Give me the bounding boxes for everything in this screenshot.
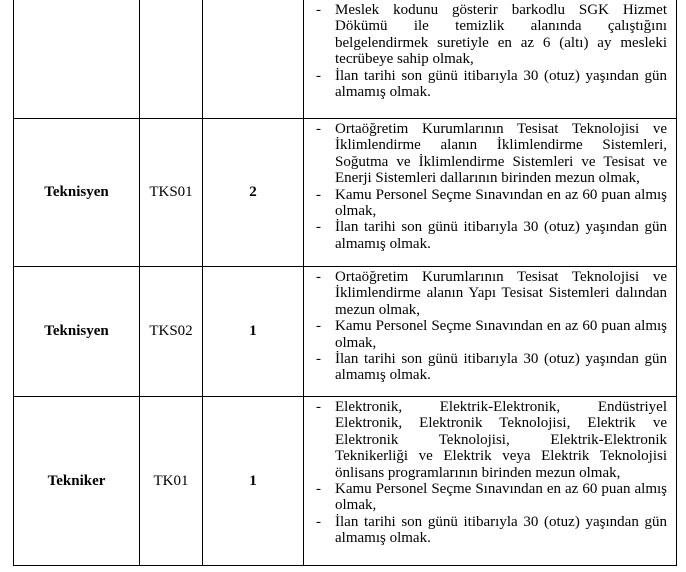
table-row [14,267,677,397]
requirement-item: - Kamu Personel Seçme Sınavından en az 60 puan almış olmak, [304,187,667,220]
position-code: TKS01 [140,119,203,267]
position-code [140,0,203,119]
requirement-item: - İlan tarihi son günü itibarıyla 30 (otuz) yaşından gün almamış olmak. [304,514,667,547]
requirements-list [304,267,667,384]
requirement-item: - Kamu Personel Seçme Sınavından en az 60 puan almış olmak, [304,481,667,514]
requirements-cell [304,119,677,267]
requirement-item: - Ortaöğretim Kurumlarının Tesisat Teknolojisi ve İklimlendirme alanın İklimlendirme Sistemleri, Soğutma ve İklimlendirme Sistemleri ve Tesisat ve Enerji Sistemleri dallarının birinden mezun olmak, [304,121,667,187]
position-count: 1 [203,267,304,397]
position-title: Teknisyen [14,267,140,397]
requirement-item: - Elektronik, Elektrik-Elektronik, Endüstriyel Elektronik, Elektronik Teknolojisi, Elektrik ve Elektronik Teknolojisi, Elektrik-Elektronik Teknikerliği ve Elektrik veya Elektrik Teknolojisi önlisans programlarının birinden mezun olmak, [304,399,667,481]
table-row [14,0,677,119]
requirement-item: - İlan tarihi son günü itibarıyla 30 (otuz) yaşından gün almamış olmak. [304,219,667,252]
requirements-list [304,119,667,252]
requirement-item: - Kamu Personel Seçme Sınavından en az 60 puan almış olmak, [304,318,667,351]
table-row [14,397,677,566]
requirements-cell [304,267,677,397]
requirements-list [304,0,667,100]
requirement-item: - İlan tarihi son günü itibarıyla 30 (otuz) yaşından gün almamış olmak. [304,351,667,384]
position-title: Teknisyen [14,119,140,267]
requirement-item: - Ortaöğretim Kurumlarının Tesisat Teknolojisi ve İklimlendirme alanın Yapı Tesisat Sistemleri dalından mezun olmak, [304,269,667,318]
position-count: 1 [203,397,304,566]
position-count: 2 [203,119,304,267]
position-code: TK01 [140,397,203,566]
positions-table [13,0,677,566]
requirement-item: - Meslek kodunu gösterir barkodlu SGK Hizmet Dökümü ile temizlik alanında çalıştığını belgelendirmek suretiyle en az 6 (altı) ay mesleki tecrübeye sahip olmak, [304,2,667,68]
position-title [14,0,140,119]
position-count [203,0,304,119]
requirement-item: - İlan tarihi son günü itibarıyla 30 (otuz) yaşından gün almamış olmak. [304,68,667,101]
position-code: TKS02 [140,267,203,397]
requirements-cell [304,397,677,566]
table-row [14,119,677,267]
position-title: Tekniker [14,397,140,566]
requirements-cell [304,0,677,119]
requirements-list [304,397,667,547]
